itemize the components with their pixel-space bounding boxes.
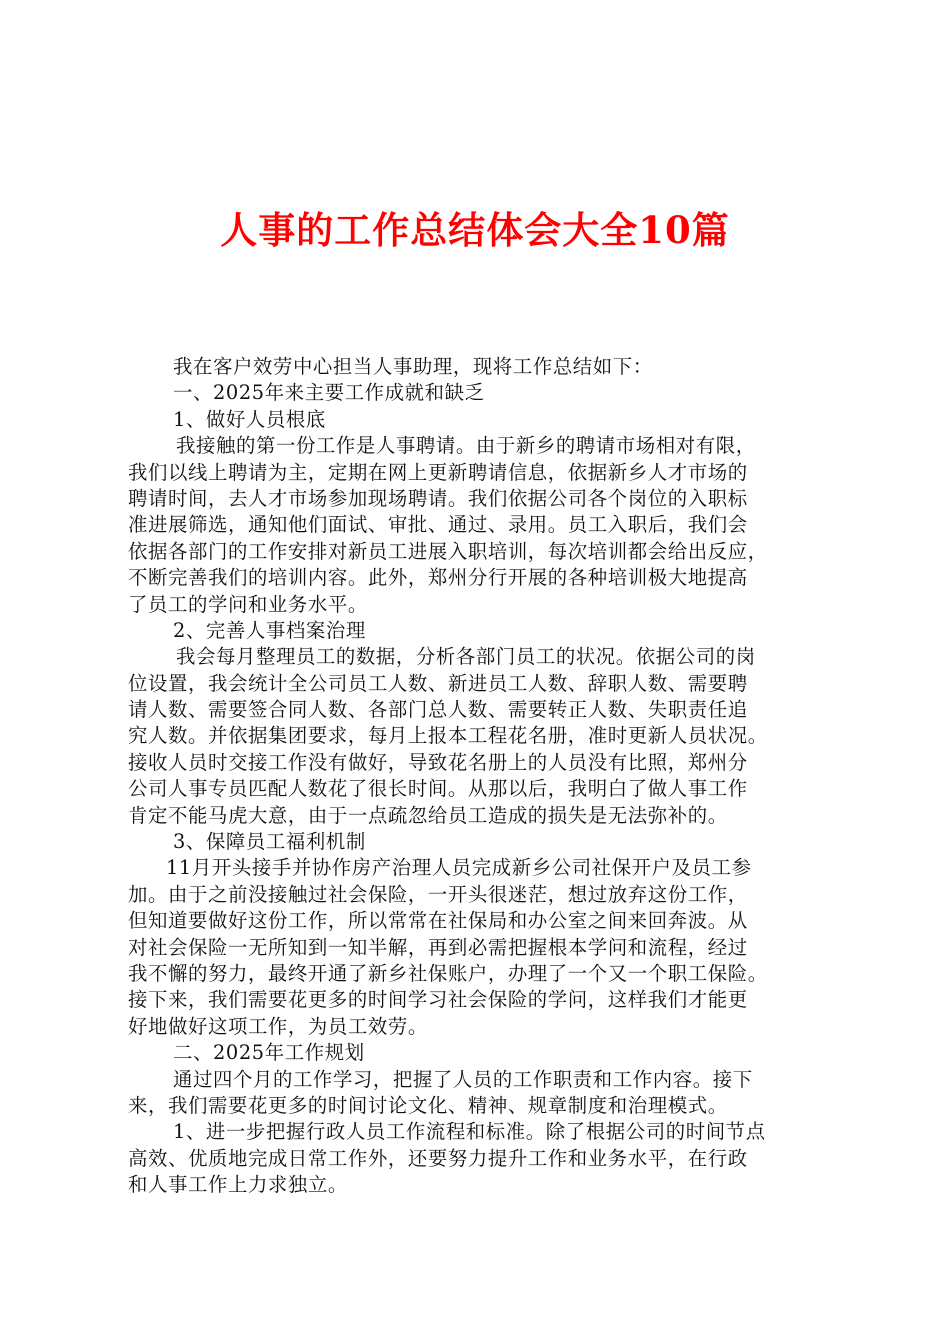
paragraph-line: 聘请时间，去人才市场参加现场聘请。我们依据公司各个岗位的入职标	[128, 486, 748, 510]
paragraph-line: 和人事工作上力求独立。	[128, 1173, 348, 1197]
document-title: 人事的工作总结体会大全10篇	[220, 208, 730, 252]
paragraph-line: 1、进一步把握行政人员工作流程和标准。除了根据公司的时间节点	[173, 1120, 766, 1144]
paragraph-line: 我接触的第一份工作是人事聘请。由于新乡的聘请市场相对有限，	[176, 434, 756, 458]
paragraph-line: 加。由于之前没接触过社会保险，一开头很迷茫，想过放弃这份工作，	[128, 882, 748, 906]
paragraph-line: 但知道要做好这份工作，所以常常在社保局和办公室之间来回奔波。从	[128, 909, 748, 933]
paragraph-line: 接下来，我们需要花更多的时间学习社会保险的学问，这样我们才能更	[128, 988, 748, 1012]
paragraph-line: 我会每月整理员工的数据，分析各部门员工的状况。依据公司的岗	[176, 645, 756, 669]
subsection-heading: 1、做好人员根底	[173, 407, 326, 431]
section-heading: 一、2025年来主要工作成就和缺乏	[173, 381, 485, 405]
paragraph-line: 我不懈的努力，最终开通了新乡社保账户，办理了一个又一个职工保险。	[128, 961, 768, 985]
paragraph-line: 高效、优质地完成日常工作外，还要努力提升工作和业务水平，在行政	[128, 1146, 748, 1170]
paragraph-line: 依据各部门的工作安排对新员工进展入职培训，每次培训都会给出反应，	[128, 539, 768, 563]
subsection-heading: 3、保障员工福利机制	[173, 830, 366, 854]
document-body	[128, 354, 828, 1199]
paragraph-line: 好地做好这项工作，为员工效劳。	[128, 1014, 428, 1038]
paragraph-line: 公司人事专员匹配人数花了很长时间。从那以后，我明白了做人事工作	[128, 777, 748, 801]
paragraph-line: 对社会保险一无所知到一知半解，再到必需把握根本学问和流程，经过	[128, 935, 748, 959]
paragraph-line: 不断完善我们的培训内容。此外，郑州分行开展的各种培训极大地提高	[128, 566, 748, 590]
paragraph-line: 肯定不能马虎大意，由于一点疏忽给员工造成的损失是无法弥补的。	[128, 803, 728, 827]
paragraph-line: 究人数。并依据集团要求，每月上报本工程花名册，准时更新人员状况。	[128, 724, 768, 748]
paragraph-line: 我们以线上聘请为主，定期在网上更新聘请信息，依据新乡人才市场的	[128, 460, 748, 484]
paragraph-line: 我在客户效劳中心担当人事助理，现将工作总结如下：	[173, 355, 653, 378]
paragraph-line: 准进展筛选，通知他们面试、审批、通过、录用。员工入职后，我们会	[128, 513, 748, 537]
paragraph-line: 来，我们需要花更多的时间讨论文化、精神、规章制度和治理模式。	[128, 1093, 728, 1117]
paragraph-line: 了员工的学问和业务水平。	[128, 592, 368, 616]
paragraph-line: 11月开头接手并协作房产治理人员完成新乡公司社保开户及员工参	[166, 856, 752, 880]
paragraph-line: 接收人员时交接工作没有做好，导致花名册上的人员没有比照，郑州分	[128, 750, 748, 774]
paragraph-line: 通过四个月的工作学习，把握了人员的工作职责和工作内容。接下	[173, 1067, 753, 1091]
section-heading: 二、2025年工作规划	[173, 1041, 365, 1065]
paragraph-line: 请人数、需要签合同人数、各部门总人数、需要转正人数、失职责任追	[128, 698, 748, 722]
subsection-heading: 2、完善人事档案治理	[173, 618, 366, 642]
paragraph-line: 位设置，我会统计全公司员工人数、新进员工人数、辞职人数、需要聘	[128, 671, 748, 695]
